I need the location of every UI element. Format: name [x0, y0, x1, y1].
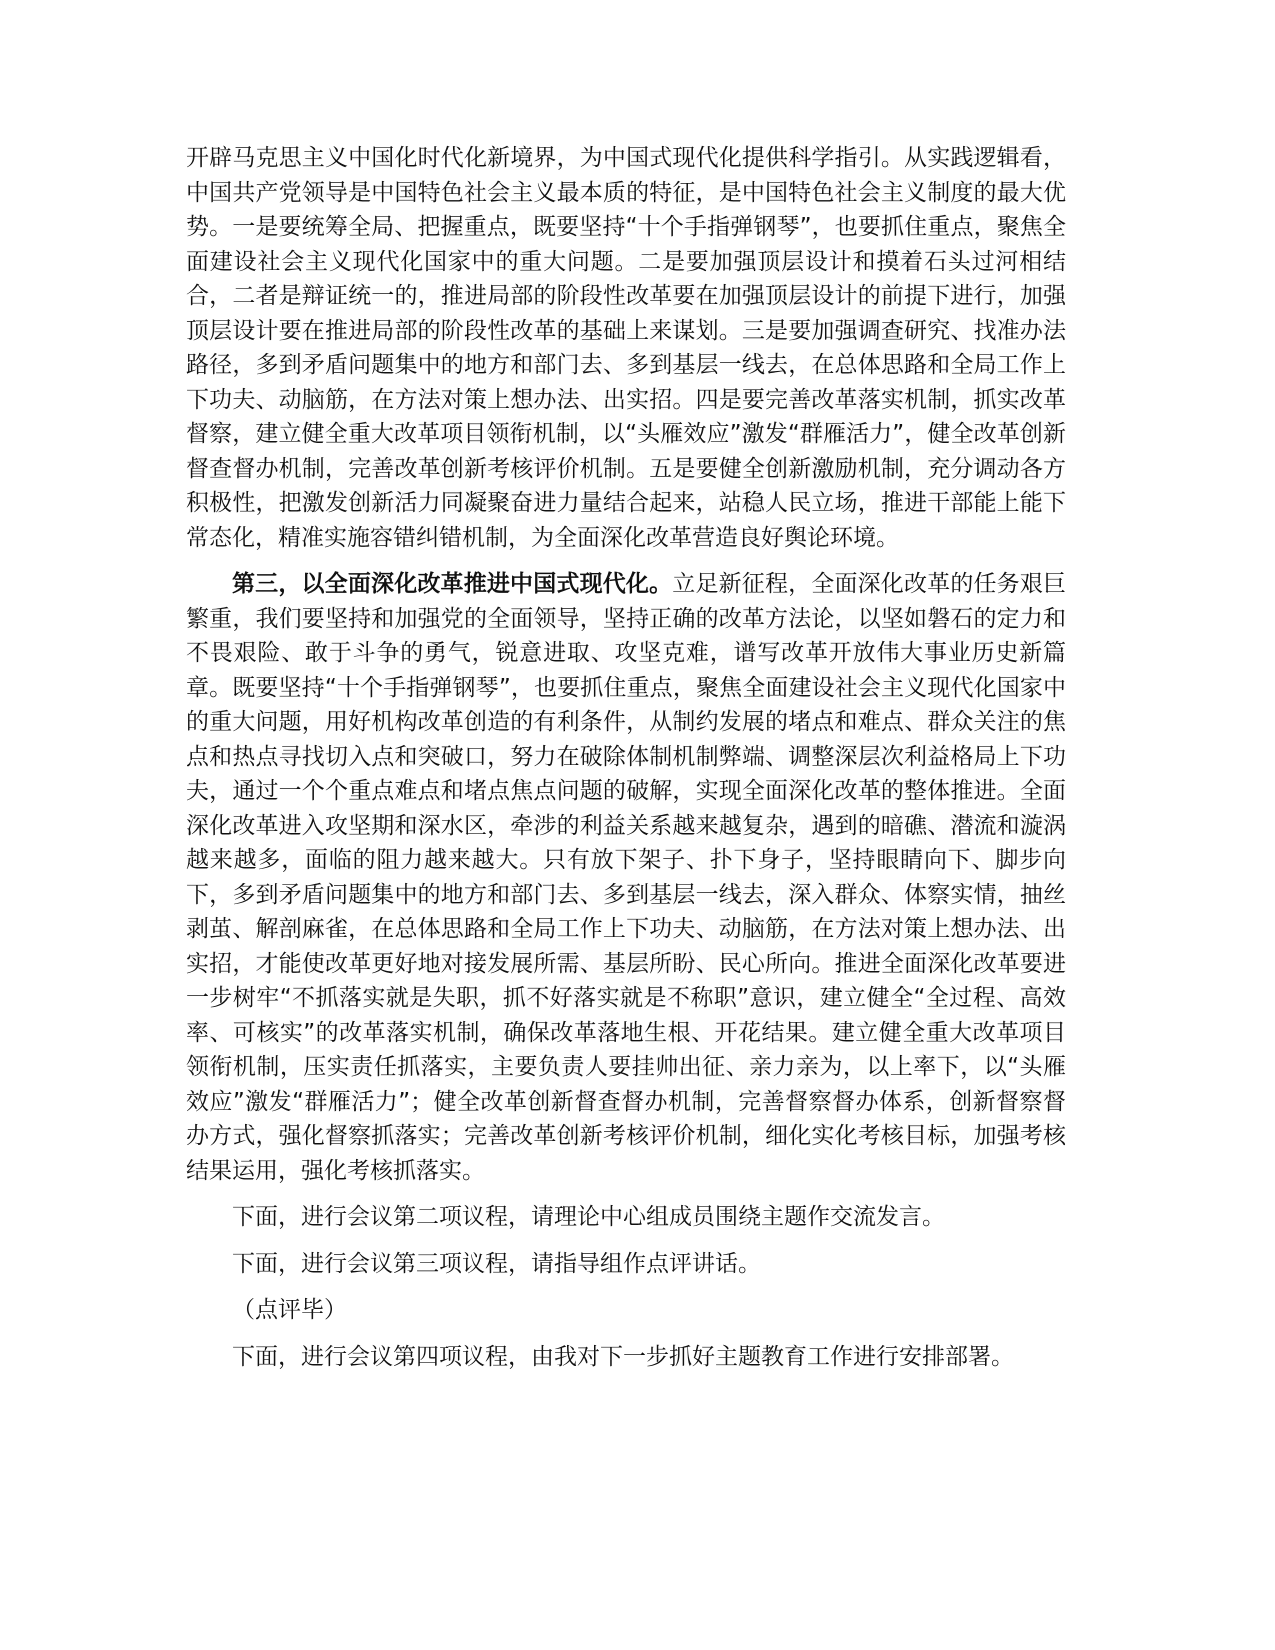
section-paragraph	[186, 567, 1066, 1188]
agenda-item-2: 下面，进行会议第二项议程，请理论中心组成员围绕主题作交流发言。	[232, 1204, 945, 1230]
section-body: 立足新征程，全面深化改革的任务艰巨繁重，我们要坚持和加强党的全面领导，坚持正确的改革方法论，以坚如磐石的定力和不畏艰险、敢于斗争的勇气，锐意进取、攻坚克难，谱写改革开放伟大事业历史新篇章。既要坚持“十个手指弹钢琴”，也要抓住重点，聚焦全面建设社会主义现代化国家中的重大问题，用好机构改革创造的有利条件，从制约发展的堵点和难点、群众关注的焦点和热点寻找切入点和突破口，努力在破除体制机制弊端、调整深层次利益格局上下功夫，通过一个个重点难点和堵点焦点问题的破解，实现全面深化改革的整体推进。全面深化改革进入攻坚期和深水区，牵涉的利益关系越来越复杂，遇到的暗礁、潜流和漩涡越来越多，面临的阻力越来越大。只有放下架子、扑下身子，坚持眼睛向下、脚步向下，多到矛盾问题集中的地方和部门去、多到基层一线去，深入群众、体察实情，抽丝剥茧、解剖麻雀，在总体思路和全局工作上下功夫、动脑筋，在方法对策上想办法、出实招，才能使改革更好地对接发展所需、基层所盼、民心所向。推进全面深化改革要进一步树牢“不抓落实就是失职，抓不好落实就是不称职”意识，建立健全“全过程、高效率、可核实”的改革落实机制，确保改革落地生根、开花结果。建立健全重大改革项目领衔机制，压实责任抓落实，主要负责人要挂帅出征、亲力亲为，以上率下，以“头雁效应”激发“群雁活力”；健全改革创新督查督办机制，完善督察督办体系，创新督察督办方式，强化督察抓落实；完善改革创新考核评价机制，细化实化考核目标，加强考核结果运用，强化考核抓落实。	[186, 571, 1067, 1184]
agenda-item-3: 下面，进行会议第三项议程，请指导组作点评讲话。	[232, 1250, 761, 1277]
section-heading: 第三，以全面深化改革推进中国式现代化。	[232, 571, 673, 597]
stage-note: （点评毕）	[232, 1297, 347, 1323]
document-page	[186, 141, 1066, 1386]
agenda-item-4: 下面，进行会议第四项议程，由我对下一步抓好主题教育工作进行安排部署。	[232, 1343, 1014, 1370]
body-paragraph: 开辟马克思主义中国化时代化新境界，为中国式现代化提供科学指引。从实践逻辑看，中国共产党领导是中国特色社会主义最本质的特征，是中国特色社会主义制度的最大优势。一是要统筹全局、把握重点，既要坚持“十个手指弹钢琴”，也要抓住重点，聚焦全面建设社会主义现代化国家中的重大问题。二是要加强顶层设计和摸着石头过河相结合，二者是辩证统一的，推进局部的阶段性改革要在加强顶层设计的前提下进行，加强顶层设计要在推进局部的阶段性改革的基础上来谋划。三是要加强调查研究、找准办法路径，多到矛盾问题集中的地方和部门去、多到基层一线去，在总体思路和全局工作上下功夫、动脑筋，在方法对策上想办法、出实招。四是要完善改革落实机制，抓实改革督察，建立健全重大改革项目领衔机制，以“头雁效应”激发“群雁活力”，健全改革创新督查督办机制，完善改革创新考核评价机制。五是要健全创新激励机制，充分调动各方积极性，把激发创新活力同凝聚奋进力量结合起来，站稳人民立场，推进干部能上能下常态化，精准实施容错纠错机制，为全面深化改革营造良好舆论环境。	[186, 145, 1066, 551]
